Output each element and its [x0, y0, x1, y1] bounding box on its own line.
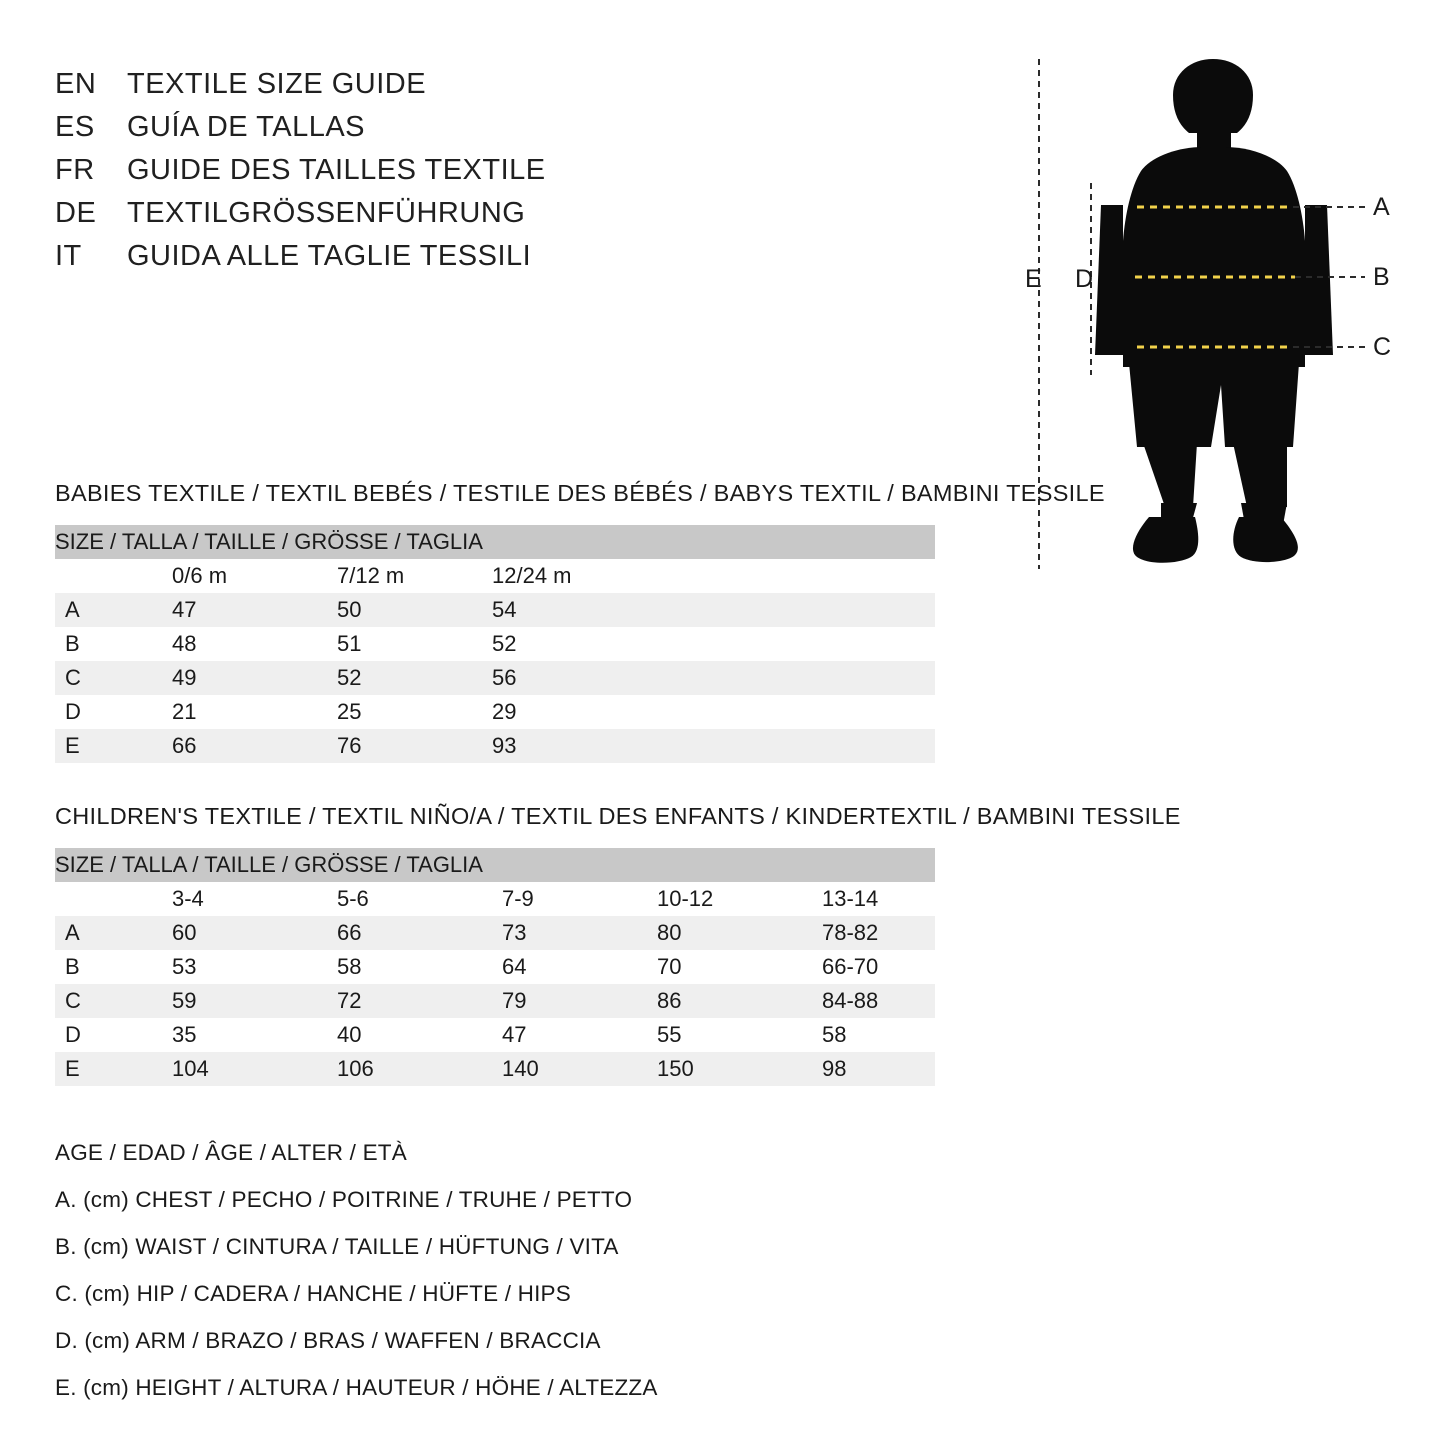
babies-c-2: 56: [460, 661, 615, 695]
children-e-2: 140: [470, 1052, 625, 1086]
babies-b-1: 51: [305, 627, 460, 661]
title-text-it: GUIDA ALLE TAGLIE TESSILI: [127, 240, 532, 272]
babies-row-label-b: B: [55, 627, 140, 661]
table-row: [55, 593, 935, 627]
children-c-0: 59: [140, 984, 305, 1018]
children-e-4: 98: [790, 1052, 935, 1086]
title-row-fr: [55, 154, 815, 187]
babies-row-label-d: D: [55, 695, 140, 729]
babies-c-0: 49: [140, 661, 305, 695]
babies-size-table: [55, 525, 935, 763]
table-row: [55, 661, 935, 695]
babies-row-label-c: C: [55, 661, 140, 695]
child-silhouette-icon: [1095, 59, 1333, 563]
babies-b-2: 52: [460, 627, 615, 661]
children-heading: CHILDREN'S TEXTILE / TEXTIL NIÑO/A / TEXTIL DES ENFANTS / KINDERTEXTIL / BAMBINI TESSILE: [55, 803, 1181, 829]
children-b-0: 53: [140, 950, 305, 984]
table-row: [55, 984, 935, 1018]
babies-a-0: 47: [140, 593, 305, 627]
table-row: [55, 627, 935, 661]
legend-waist: B. (cm) WAIST / CINTURA / TAILLE / HÜFTUNG / VITA: [55, 1234, 619, 1259]
babies-a-2: 54: [460, 593, 615, 627]
babies-size-header-row: [55, 525, 935, 559]
children-section: [55, 803, 1181, 1086]
children-row-label-d: D: [55, 1018, 140, 1052]
babies-d-0: 21: [140, 695, 305, 729]
children-size-table: [55, 848, 935, 1086]
title-lang-it: IT: [55, 240, 82, 272]
table-row: [55, 1052, 935, 1086]
children-col-3: 10-12: [625, 882, 790, 916]
legend-arm: D. (cm) ARM / BRAZO / BRAS / WAFFEN / BRACCIA: [55, 1328, 601, 1353]
babies-col-filler: [615, 559, 935, 593]
babies-col-2: 12/24 m: [460, 559, 615, 593]
babies-e-2: 93: [460, 729, 615, 763]
legend-height: E. (cm) HEIGHT / ALTURA / HAUTEUR / HÖHE / ALTEZZA: [55, 1375, 658, 1400]
babies-d-2: 29: [460, 695, 615, 729]
babies-e-0: 66: [140, 729, 305, 763]
legend-hip: C. (cm) HIP / CADERA / HANCHE / HÜFTE / HIPS: [55, 1281, 571, 1306]
title-text-es: GUÍA DE TALLAS: [127, 111, 366, 143]
babies-row-label-a: A: [55, 593, 140, 627]
title-lang-de: DE: [55, 197, 97, 229]
children-a-3: 80: [625, 916, 790, 950]
children-e-0: 104: [140, 1052, 305, 1086]
table-row: [55, 729, 935, 763]
babies-row-label-e: E: [55, 729, 140, 763]
children-b-1: 58: [305, 950, 470, 984]
measurement-legend: [55, 1140, 658, 1422]
children-b-3: 70: [625, 950, 790, 984]
title-row-de: [55, 197, 815, 230]
babies-size-header: SIZE / TALLA / TAILLE / GRÖSSE / TAGLIA: [55, 525, 935, 559]
babies-heading: BABIES TEXTILE / TEXTIL BEBÉS / TESTILE DES BÉBÉS / BABYS TEXTIL / BAMBINI TESSILE: [55, 480, 1105, 506]
children-e-3: 150: [625, 1052, 790, 1086]
children-col-1: 5-6: [305, 882, 470, 916]
children-c-1: 72: [305, 984, 470, 1018]
children-d-2: 47: [470, 1018, 625, 1052]
babies-col-0: 0/6 m: [140, 559, 305, 593]
table-row: [55, 695, 935, 729]
children-size-header-row: [55, 848, 935, 882]
title-lang-es: ES: [55, 111, 95, 143]
legend-age: AGE / EDAD / ÂGE / ALTER / ETÀ: [55, 1140, 407, 1165]
title-text-en: TEXTILE SIZE GUIDE: [127, 68, 427, 100]
children-col-2: 7-9: [470, 882, 625, 916]
babies-c-1: 52: [305, 661, 460, 695]
babies-b-0: 48: [140, 627, 305, 661]
title-block: [55, 68, 815, 283]
title-text-fr: GUIDE DES TAILLES TEXTILE: [127, 154, 546, 186]
title-text-de: TEXTILGRÖSSENFÜHRUNG: [127, 197, 526, 229]
title-row-en: [55, 68, 815, 101]
title-lang-fr: FR: [55, 154, 95, 186]
babies-d-1: 25: [305, 695, 460, 729]
figure-label-a: A: [1373, 193, 1390, 221]
figure-label-c: C: [1373, 333, 1392, 361]
legend-chest: A. (cm) CHEST / PECHO / POITRINE / TRUHE / PETTO: [55, 1187, 633, 1212]
children-d-4: 58: [790, 1018, 935, 1052]
babies-section: [55, 480, 1105, 763]
children-row-label-a: A: [55, 916, 140, 950]
children-row-label-e: E: [55, 1052, 140, 1086]
babies-a-filler: [615, 593, 935, 627]
children-column-header-row: [55, 882, 935, 916]
babies-column-header-row: [55, 559, 935, 593]
children-b-2: 64: [470, 950, 625, 984]
children-d-0: 35: [140, 1018, 305, 1052]
babies-e-filler: [615, 729, 935, 763]
children-e-1: 106: [305, 1052, 470, 1086]
children-a-0: 60: [140, 916, 305, 950]
children-row-label-b: B: [55, 950, 140, 984]
children-c-3: 86: [625, 984, 790, 1018]
children-col-0: 3-4: [140, 882, 305, 916]
children-col-4: 13-14: [790, 882, 935, 916]
babies-col-1: 7/12 m: [305, 559, 460, 593]
children-a-2: 73: [470, 916, 625, 950]
babies-d-filler: [615, 695, 935, 729]
children-a-1: 66: [305, 916, 470, 950]
figure-label-e: E: [1025, 265, 1042, 293]
children-row-label-c: C: [55, 984, 140, 1018]
children-d-3: 55: [625, 1018, 790, 1052]
table-row: [55, 916, 935, 950]
children-size-header: SIZE / TALLA / TAILLE / GRÖSSE / TAGLIA: [55, 848, 935, 882]
children-c-2: 79: [470, 984, 625, 1018]
figure-label-b: B: [1373, 263, 1390, 291]
table-row: [55, 950, 935, 984]
children-c-4: 84-88: [790, 984, 935, 1018]
babies-col-blank: [55, 559, 140, 593]
children-col-blank: [55, 882, 140, 916]
children-d-1: 40: [305, 1018, 470, 1052]
children-a-4: 78-82: [790, 916, 935, 950]
babies-a-1: 50: [305, 593, 460, 627]
figure-label-d: D: [1075, 265, 1094, 293]
title-row-it: [55, 240, 815, 273]
title-lang-en: EN: [55, 68, 97, 100]
babies-b-filler: [615, 627, 935, 661]
table-row: [55, 1018, 935, 1052]
title-row-es: [55, 111, 815, 144]
babies-e-1: 76: [305, 729, 460, 763]
children-b-4: 66-70: [790, 950, 935, 984]
babies-c-filler: [615, 661, 935, 695]
